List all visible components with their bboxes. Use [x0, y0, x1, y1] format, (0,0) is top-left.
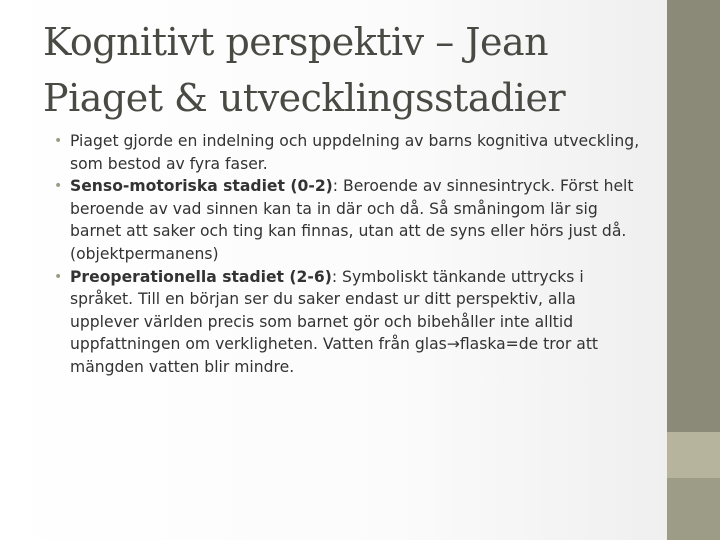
- bullet-item: [48, 266, 646, 379]
- bullet-text: Piaget gjorde en indelning och uppdelning av barns kognitiva utveckling, som bestod av fyra faser.: [70, 132, 640, 173]
- decorative-sidebar: [667, 0, 720, 540]
- bullet-item: [48, 130, 646, 175]
- bullet-term: Senso-motoriska stadiet (0-2): [70, 177, 333, 196]
- bullet-dot-icon: •: [54, 178, 63, 195]
- bullet-list: [48, 130, 646, 379]
- bullet-text: : Symboliskt tänkande uttrycks i språket. Till en början ser du saker endast ur ditt perspektiv, alla upplever världen precis som barnet gör och bibehåller inte alltid uppfattningen om verkligheten. Vatten från glas: [70, 267, 584, 354]
- bullet-dot-icon: •: [54, 133, 63, 149]
- bullet-term: Preoperationella stadiet (2-6): [70, 267, 332, 286]
- right-arrow-icon: →: [446, 335, 460, 354]
- bullet-item: [48, 175, 646, 265]
- sidebar-bottom-band: [667, 478, 720, 540]
- slide-title: [43, 14, 643, 126]
- sidebar-accent-band: [667, 432, 720, 478]
- bullet-text-after: flaska=de tror att mängden vatten blir mindre.: [70, 335, 599, 376]
- bullet-dot-icon: •: [54, 268, 63, 285]
- title-line-1: Kognitivt perspektiv – Jean: [43, 20, 549, 64]
- title-line-2: Piaget & utvecklingsstadier: [43, 76, 566, 120]
- bullet-text: : Beroende av sinnesintryck. Först helt beroende av vad sinnen kan ta in där och då. Så småningom lär sig barnet att saker och ting kan finnas, utan att de syns eller hörs just då. (objektpermanens): [70, 177, 634, 263]
